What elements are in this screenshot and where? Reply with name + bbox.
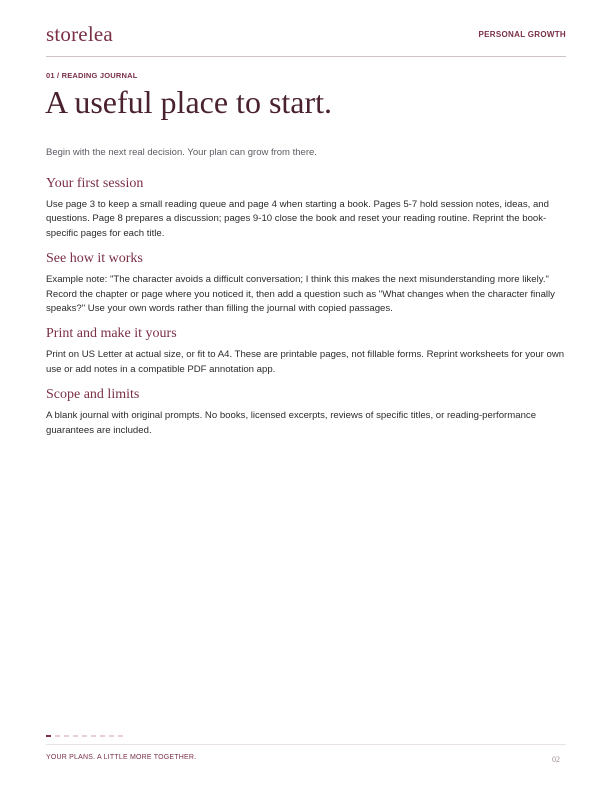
section-body: Example note: "The character avoids a difficult conversation; I think this makes the next misunderstanding more likely." Record the chapter or page where you noticed it, then add a question such as "What changes when the character finally speaks?" Use your own words rather than filling the journal with copied passages. xyxy=(46,274,555,315)
section-first-session xyxy=(46,176,568,241)
page-title: A useful place to start. xyxy=(45,84,333,120)
section-body: Print on US Letter at actual size, or fit to A4. These are printable pages, not fillable forms. Reprint worksheets for your own use or add notes in a compatible PDF annotation app. xyxy=(46,349,565,375)
section-print xyxy=(46,326,568,377)
category-label: PERSONAL GROWTH xyxy=(478,30,566,39)
content-sections xyxy=(46,176,568,448)
section-heading: Your first session xyxy=(46,176,144,191)
lede-text: Begin with the next real decision. Your plan can grow from there. xyxy=(46,147,317,158)
page-indicator-dot xyxy=(73,735,78,737)
section-body: A blank journal with original prompts. No books, licensed excerpts, reviews of specific titles, or reading-performance guarantees are included. xyxy=(46,410,537,436)
footer-divider xyxy=(46,744,566,745)
page-indicator-dot xyxy=(46,735,51,737)
page-indicator-dot xyxy=(55,735,60,737)
section-heading: Scope and limits xyxy=(46,387,140,403)
page-indicator-dot xyxy=(91,735,96,737)
page-indicator-dot xyxy=(64,735,69,737)
page-indicator-dot xyxy=(118,735,123,737)
page-header xyxy=(46,22,566,57)
section-heading: Print and make it yours xyxy=(46,326,177,342)
page-indicator-dot xyxy=(109,735,114,737)
footer-tagline: YOUR PLANS. A LITTLE MORE TOGETHER. xyxy=(46,754,197,761)
section-eyebrow: 01 / READING JOURNAL xyxy=(46,71,138,80)
brand-logo: storelea xyxy=(46,22,113,46)
page-indicator xyxy=(46,735,123,737)
page-indicator-dot xyxy=(100,735,105,737)
section-how-it-works xyxy=(46,251,568,316)
page-number: 02 xyxy=(552,755,560,764)
page-indicator-dot xyxy=(82,735,87,737)
section-body: Use page 3 to keep a small reading queue and page 4 when starting a book. Pages 5-7 hold session notes, ideas, and questions. Page 8 prepares a discussion; pages 9-10 close the book and reset your reading routine. Reprint the book-specific pages for each title. xyxy=(46,199,549,239)
section-heading: See how it works xyxy=(46,251,143,267)
section-scope xyxy=(46,387,568,438)
